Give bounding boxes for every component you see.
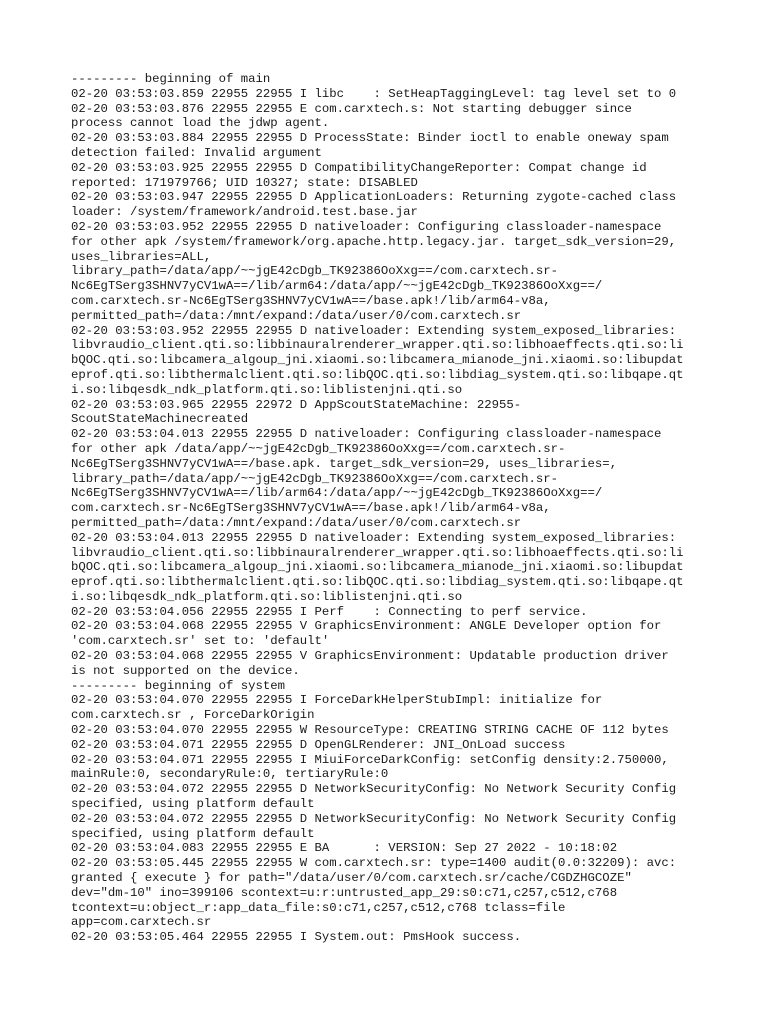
log-line: 02-20 03:53:03.859 22955 22955 I libc : SetHeapTaggingLevel: tag level set to 0 [71,86,677,101]
log-output [71,72,711,945]
log-line: 02-20 03:53:05.464 22955 22955 I System.out: PmsHook success. [71,930,522,945]
log-line: com.carxtech.sr , ForceDarkOrigin [71,708,315,723]
log-line: 02-20 03:53:04.083 22955 22955 E BA : VERSION: Sep 27 2022 - 10:18:02 [71,841,618,856]
log-line: loader: /system/framework/android.test.base.jar [71,205,418,220]
log-line: libvraudio_client.qti.so:libbinauralrenderer_wrapper.qti.so:libhoaeffects.qti.so:li [71,545,684,560]
log-line: --------- beginning of main [71,72,271,86]
log-line: 02-20 03:53:03.952 22955 22955 D nativeloader: Configuring classloader-namespace [71,219,662,234]
log-line: is not supported on the device. [71,663,300,678]
log-line: 02-20 03:53:05.445 22955 22955 W com.carxtech.sr: type=1400 audit(0.0:32209): avc: [71,856,677,871]
log-line: specified, using platform default [71,797,315,812]
log-line: Nc6EgTSerg3SHNV7yCV1wA==/base.apk. target_sdk_version=29, uses_libraries=, [71,456,618,471]
log-line: detection failed: Invalid argument [71,145,322,160]
log-line: 02-20 03:53:04.056 22955 22955 I Perf : Connecting to perf service. [71,604,588,619]
log-line: 02-20 03:53:04.013 22955 22955 D nativeloader: Configuring classloader-namespace [71,427,662,442]
log-line: uses_libraries=ALL, [71,249,212,264]
log-line: 02-20 03:53:04.072 22955 22955 D NetworkSecurityConfig: No Network Security Config [71,811,677,826]
log-line: for other apk /data/app/~~jgE42cDgb_TK92386OoXxg==/com.carxtech.sr- [71,441,566,456]
log-line: granted { execute } for path="/data/user/0/com.carxtech.sr/cache/CGDZHGCOZE" [71,871,632,886]
log-line: process cannot load the jdwp agent. [71,116,330,131]
log-line: Nc6EgTSerg3SHNV7yCV1wA==/lib/arm64:/data/app/~~jgE42cDgb_TK92386OoXxg==/ [71,279,603,294]
log-line: 02-20 03:53:04.072 22955 22955 D NetworkSecurityConfig: No Network Security Config [71,782,677,797]
log-line: for other apk /system/framework/org.apache.http.legacy.jar. target_sdk_version=29, [71,234,677,249]
log-line: 'com.carxtech.sr' set to: 'default' [71,634,330,649]
log-line: 02-20 03:53:04.070 22955 22955 I ForceDarkHelperStubImpl: initialize for [71,693,603,708]
log-line: i.so:libqesdk_ndk_platform.qti.so:liblistenjni.qti.so [71,589,463,604]
log-line: 02-20 03:53:03.947 22955 22955 D ApplicationLoaders: Returning zygote-cached class [71,190,677,205]
log-line: 02-20 03:53:03.884 22955 22955 D ProcessState: Binder ioctl to enable oneway spam [71,131,669,146]
log-line: 02-20 03:53:04.071 22955 22955 D OpenGLRenderer: JNI_OnLoad success [71,737,566,752]
log-line: 02-20 03:53:03.876 22955 22955 E com.carxtech.s: Not starting debugger since [71,101,632,116]
log-line: mainRule:0, secondaryRule:0, tertiaryRule:0 [71,767,389,782]
log-line: 02-20 03:53:04.068 22955 22955 V GraphicsEnvironment: ANGLE Developer option for [71,619,662,634]
log-line: 02-20 03:53:03.925 22955 22955 D CompatibilityChangeReporter: Compat change id [71,160,647,175]
log-line: eprof.qti.so:libthermalclient.qti.so:libQOC.qti.so:libdiag_system.qti.so:libqape.qt [71,367,684,382]
log-line: reported: 171979766; UID 10327; state: DISABLED [71,175,418,190]
log-line: eprof.qti.so:libthermalclient.qti.so:libQOC.qti.so:libdiag_system.qti.so:libqape.qt [71,575,684,590]
log-line: library_path=/data/app/~~jgE42cDgb_TK92386OoXxg==/com.carxtech.sr- [71,264,559,279]
log-line: app=com.carxtech.sr [71,915,212,930]
log-line: 02-20 03:53:03.965 22955 22972 D AppScoutStateMachine: 22955- [71,397,522,412]
log-line: 02-20 03:53:04.070 22955 22955 W ResourceType: CREATING STRING CACHE OF 112 bytes [71,723,669,738]
log-line: bQOC.qti.so:libcamera_algoup_jni.xiaomi.so:libcamera_mianode_jni.xiaomi.so:libupdat [71,353,684,368]
log-line: permitted_path=/data:/mnt/expand:/data/user/0/com.carxtech.sr [71,308,522,323]
log-line: library_path=/data/app/~~jgE42cDgb_TK92386OoXxg==/com.carxtech.sr- [71,471,559,486]
log-line: specified, using platform default [71,826,315,841]
log-line: com.carxtech.sr-Nc6EgTSerg3SHNV7yCV1wA==/base.apk!/lib/arm64-v8a, [71,293,551,308]
log-line: 02-20 03:53:04.013 22955 22955 D nativeloader: Extending system_exposed_libraries: [71,530,677,545]
log-line: bQOC.qti.so:libcamera_algoup_jni.xiaomi.so:libcamera_mianode_jni.xiaomi.so:libupdat [71,560,684,575]
log-line: com.carxtech.sr-Nc6EgTSerg3SHNV7yCV1wA==/base.apk!/lib/arm64-v8a, [71,501,551,516]
log-line: dev="dm-10" ino=399106 scontext=u:r:untrusted_app_29:s0:c71,c257,c512,c768 [71,885,618,900]
log-line: 02-20 03:53:04.071 22955 22955 I MiuiForceDarkConfig: setConfig density:2.750000, [71,752,669,767]
log-line: i.so:libqesdk_ndk_platform.qti.so:liblistenjni.qti.so [71,382,463,397]
log-line: 02-20 03:53:03.952 22955 22955 D nativeloader: Extending system_exposed_libraries: [71,323,677,338]
log-line: 02-20 03:53:04.068 22955 22955 V GraphicsEnvironment: Updatable production driver [71,649,669,664]
log-line: libvraudio_client.qti.so:libbinauralrenderer_wrapper.qti.so:libhoaeffects.qti.so:li [71,338,684,353]
log-line: Nc6EgTSerg3SHNV7yCV1wA==/lib/arm64:/data/app/~~jgE42cDgb_TK92386OoXxg==/ [71,486,603,501]
log-line: --------- beginning of system [71,678,286,693]
log-line: permitted_path=/data:/mnt/expand:/data/user/0/com.carxtech.sr [71,515,522,530]
log-line: ScoutStateMachinecreated [71,412,249,427]
log-line: tcontext=u:object_r:app_data_file:s0:c71,c257,c512,c768 tclass=file [71,900,566,915]
